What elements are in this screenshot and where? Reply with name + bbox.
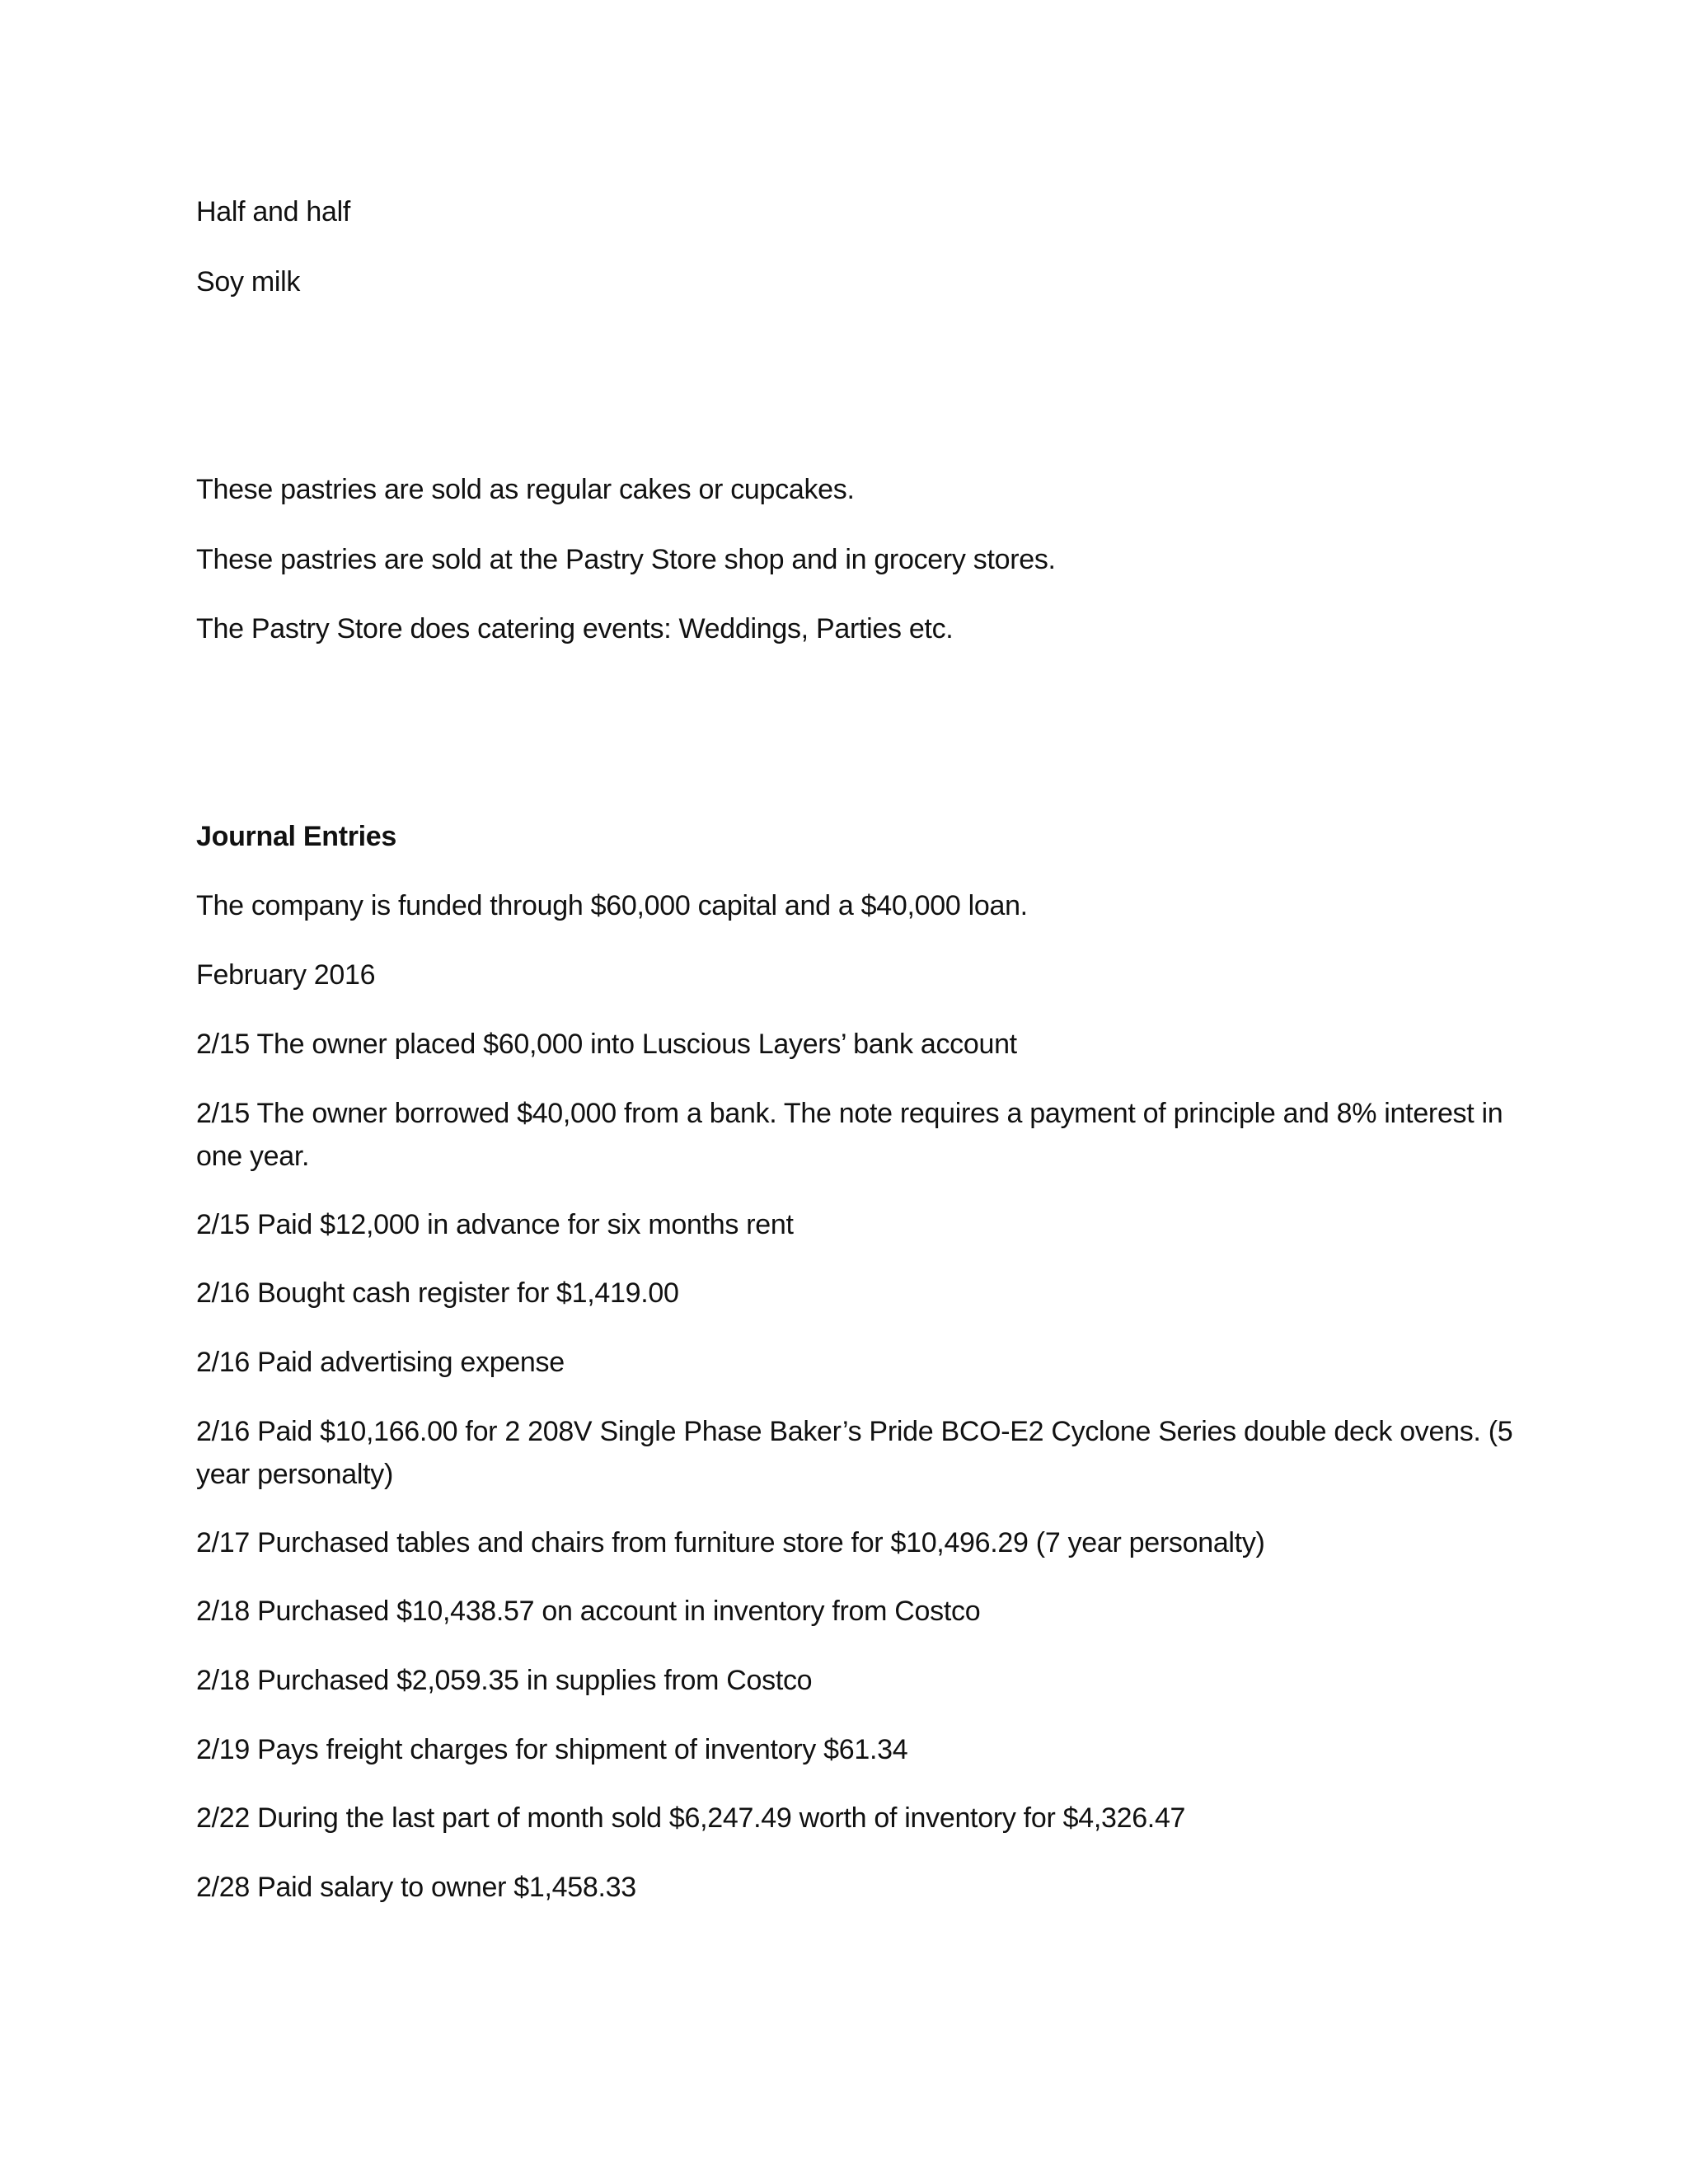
journal-entry: 2/17 Purchased tables and chairs from furniture store for $10,496.29 (7 year personalty) bbox=[196, 1527, 1265, 1558]
description-line: The Pastry Store does catering events: Weddings, Parties etc. bbox=[196, 613, 954, 644]
description-line: These pastries are sold as regular cakes or cupcakes. bbox=[196, 474, 855, 505]
journal-entry: 2/19 Pays freight charges for shipment of inventory $61.34 bbox=[196, 1734, 908, 1765]
journal-entry: 2/18 Purchased $2,059.35 in supplies from Costco bbox=[196, 1665, 813, 1696]
intro-item: Soy milk bbox=[196, 266, 301, 298]
journal-entry: 2/28 Paid salary to owner $1,458.33 bbox=[196, 1872, 636, 1903]
intro-item: Half and half bbox=[196, 196, 351, 227]
journal-entry: 2/15 Paid $12,000 in advance for six months rent bbox=[196, 1209, 794, 1240]
description-line: These pastries are sold at the Pastry Store shop and in grocery stores. bbox=[196, 544, 1056, 575]
journal-entry: 2/15 The owner placed $60,000 into Luscious Layers’ bank account bbox=[196, 1029, 1017, 1060]
section-heading: Journal Entries bbox=[196, 821, 397, 852]
journal-entry: 2/16 Paid $10,166.00 for 2 208V Single Phase Baker’s Pride BCO-E2 Cyclone Series double deck ovens. (5 year personalty) bbox=[196, 1416, 1513, 1490]
journal-entry: 2/15 The owner borrowed $40,000 from a bank. The note requires a payment of principle and 8% interest in one year. bbox=[196, 1098, 1503, 1172]
month-label: February 2016 bbox=[196, 959, 376, 991]
journal-entry: 2/16 Bought cash register for $1,419.00 bbox=[196, 1277, 679, 1309]
journal-entry: 2/18 Purchased $10,438.57 on account in inventory from Costco bbox=[196, 1596, 981, 1627]
journal-entry: 2/16 Paid advertising expense bbox=[196, 1347, 565, 1378]
funding-statement: The company is funded through $60,000 capital and a $40,000 loan. bbox=[196, 890, 1028, 921]
journal-entry: 2/22 During the last part of month sold $6,247.49 worth of inventory for $4,326.47 bbox=[196, 1802, 1186, 1834]
